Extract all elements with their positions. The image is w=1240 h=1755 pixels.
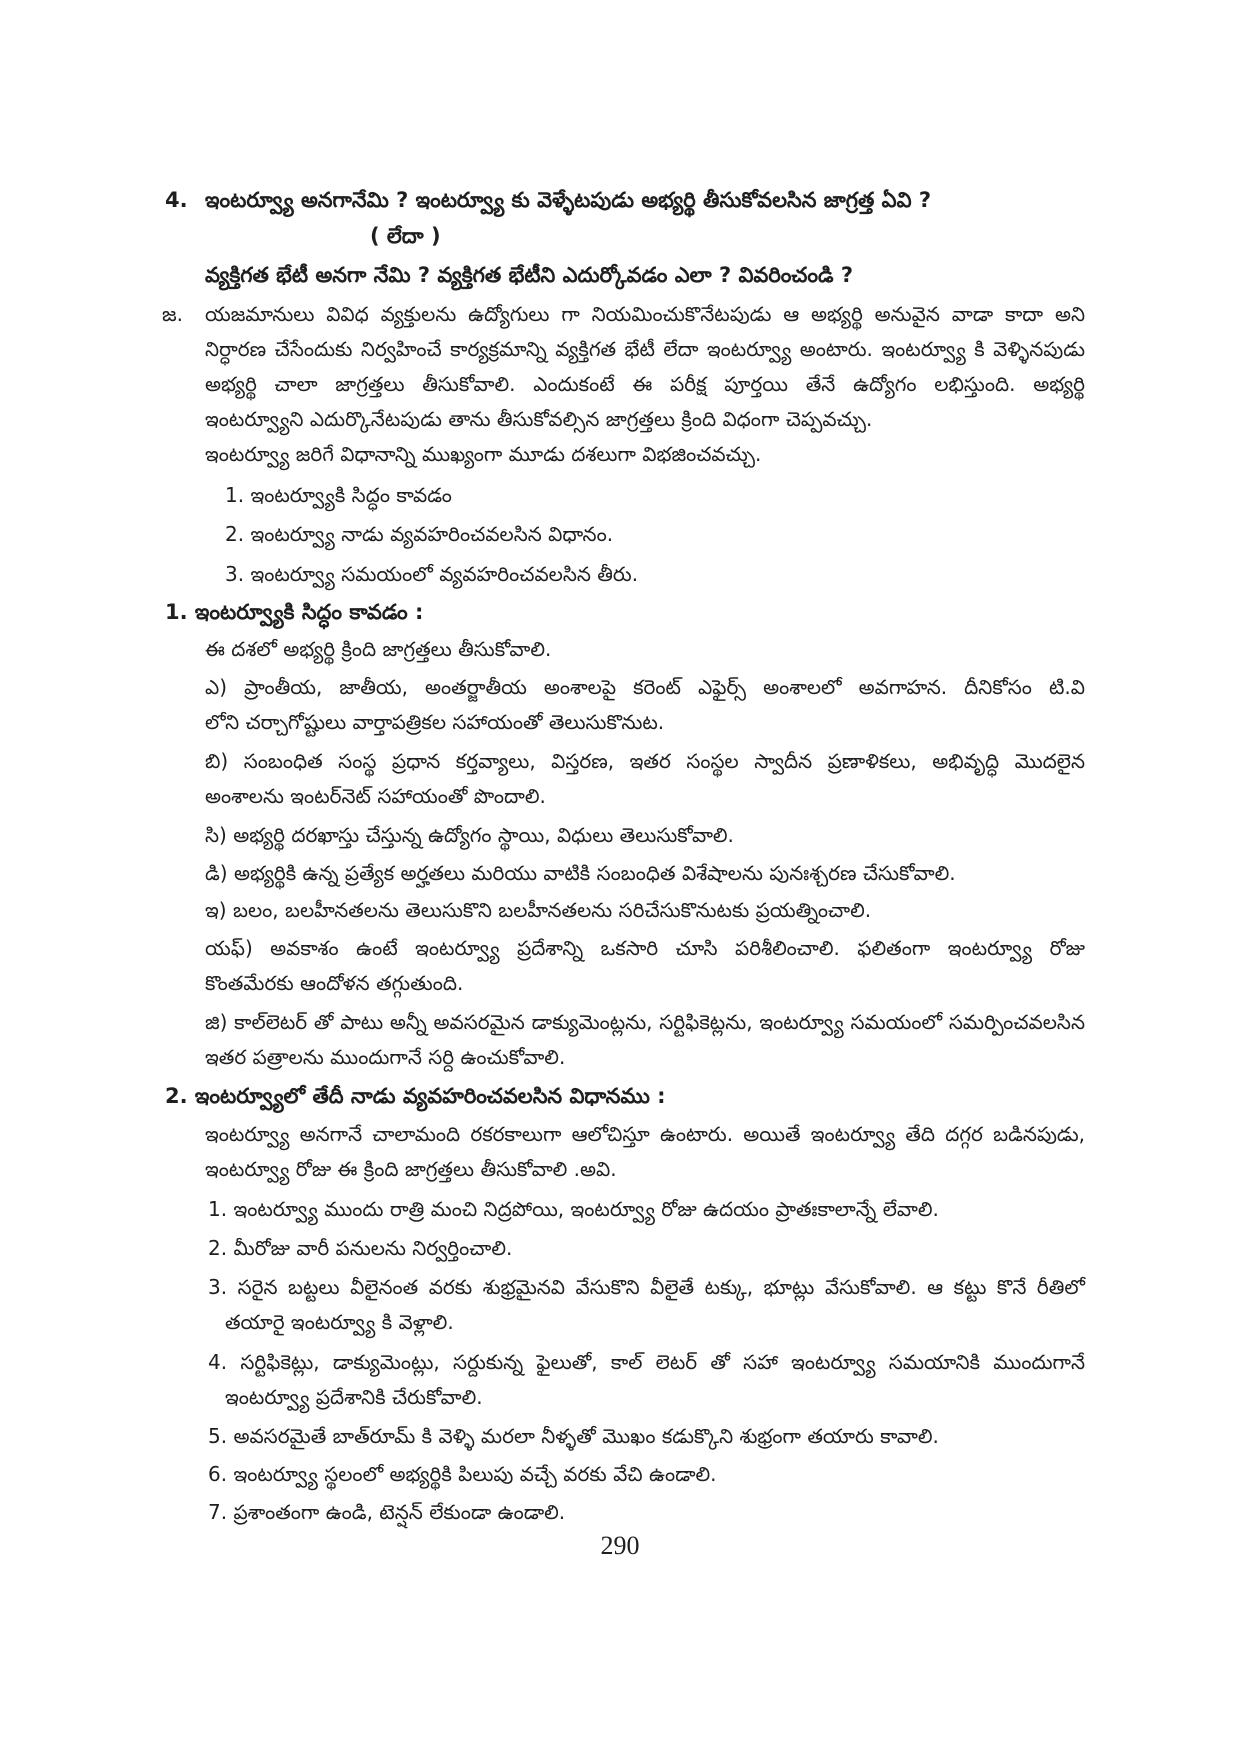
section-1-line: సి) అభ్యర్థి దరఖాస్తు చేస్తున్న ఉద్యోగం స్థాయి, విధులు తెలుసుకోవాలి. xyxy=(205,823,734,847)
section-1-line: జి) కాల్‌లెటర్ తో పాటు అన్నీ అవసరమైన డాక్యుమెంట్లను, సర్టిఫికెట్లను, ఇంటర్వ్యూ సమయంలో సమర్పించవలసిన xyxy=(205,1010,1085,1034)
section-2-item: తయారై ఇంటర్వ్యూ కి వెళ్లాలి. xyxy=(225,1310,454,1334)
section-2-item: 3. సరైన బట్టలు వీలైనంత వరకు శుభ్రమైనవి వేసుకొని వీలైతే టక్కు, భూట్లు వేసుకోవాలి. ఆ కట్టు కొనే రీతిలో xyxy=(208,1275,1085,1299)
section-2-item: 1. ఇంటర్వ్యూ ముందు రాత్రి మంచి నిద్రపోయి, ఇంటర్వ్యూ రోజు ఉదయం ప్రాతఃకాలాన్నే లేవాలి. xyxy=(208,1197,939,1221)
section-1-line: ఎ) ప్రాంతీయ, జాతీయ, అంతర్జాతీయ అంశాలపై కరెంట్ ఎఫైర్స్ అంశాలలో అవగాహన. దీనికోసం టి.వి xyxy=(205,675,1085,699)
section-2-item: 5. అవసరమైతే బాత్‌రూమ్ కి వెళ్ళి మరలా నీళ్ళతో మొఖం కడుక్కొని శుభ్రంగా తయారు కావాలి. xyxy=(208,1424,939,1448)
section-2-heading: 2. ఇంటర్వ్యూలో తేదీ నాడు వ్యవహరించవలసిన విధానము : xyxy=(165,1084,666,1108)
section-1-line: బి) సంబంధిత సంస్థ ప్రధాన కర్తవ్యాలు, విస్తరణ, ఇతర సంస్థల స్వాదీన ప్రణాళికలు, అభివృద్ధి మొదలైన xyxy=(205,749,1085,773)
section-2-item: 4. సర్టిఫికెట్లు, డాక్యుమెంట్లు, సర్దుకున్న ఫైలుతో, కాల్ లెటర్ తో సహా ఇంటర్వ్యూ సమయానికి ముందుగానే xyxy=(208,1350,1085,1374)
section-1-line: యఫ్) అవకాశం ఉంటే ఇంటర్వ్యూ ప్రదేశాన్ని ఒకసారి చూసి పరిశీలించాలి. ఫలితంగా ఇంటర్వ్యూ రోజు xyxy=(205,936,1085,960)
question-number: 4. xyxy=(165,188,188,212)
section-2-item: 6. ఇంటర్వ్యూ స్థలంలో అభ్యర్థికి పిలుపు వచ్చే వరకు వేచి ఉండాలి. xyxy=(208,1462,717,1486)
section-2-item: ఇంటర్వ్యూ ప్రదేశానికి చేరుకోవాలి. xyxy=(225,1385,483,1409)
answer-line: నిర్ధారణ చేసేందుకు నిర్వహించే కార్యక్రమాన్ని వ్యక్తిగత భేటీ లేదా ఇంటర్వ్యూ అంటారు. ఇంటర్వ్యూ కి వెళ్ళినపుడు xyxy=(205,337,1085,361)
section-1-line: లోని చర్చాగోష్టులు వార్తాపత్రికల సహాయంతో తెలుసుకొనుట. xyxy=(205,710,665,734)
section-1-line: ఇ) బలం, బలహీనతలను తెలుసుకొని బలహీనతలను సరిచేసుకొనుటకు ప్రయత్నించాలి. xyxy=(205,898,872,922)
section-2-item: 2. మీరోజు వారీ పనులను నిర్వర్తించాలి. xyxy=(208,1236,513,1260)
section-1-heading: 1. ఇంటర్వ్యూకి సిద్ధం కావడం : xyxy=(165,600,424,624)
answer-line: ఇంటర్వ్యూ జరిగే విధానాన్ని ముఖ్యంగా మూడు దశలుగా విభజించవచ్చు. xyxy=(205,442,762,466)
answer-line: యజమానులు వివిధ వ్యక్తులను ఉద్యోగులు గా నియమించుకొనేటపుడు ఆ అభ్యర్థి అనువైన వాడా కాదా అని xyxy=(205,302,1085,326)
page-number: 290 xyxy=(600,1531,640,1560)
stage-item: 1. ఇంటర్వ్యూకి సిద్ధం కావడం xyxy=(225,483,452,507)
question-line-1: ఇంటర్వ్యూ అనగానేమి ? ఇంటర్వ్యూ కు వెళ్ళేటపుడు అభ్యర్థి తీసుకోవలసిన జాగ్రత్త ఏవి ? xyxy=(205,188,932,212)
question-or: ( లేదా ) xyxy=(370,224,441,248)
stage-item: 3. ఇంటర్వ్యూ సమయంలో వ్యవహరించవలసిన తీరు. xyxy=(225,562,639,586)
section-2-intro: ఇంటర్వ్యూ రోజు ఈ క్రింది జాగ్రత్తలు తీసుకోవాలి .అవి. xyxy=(205,1157,617,1181)
answer-marker: జ. xyxy=(162,302,183,326)
section-2-item: 7. ప్రశాంతంగా ఉండి, టెన్షన్ లేకుండా ఉండాలి. xyxy=(208,1500,566,1524)
answer-line: అభ్యర్థి చాలా జాగ్రత్తలు తీసుకోవాలి. ఎందుకంటే ఈ పరీక్ష పూర్తయి తేనే ఉద్యోగం లభిస్తుంది. అభ్యర్థి xyxy=(205,372,1085,396)
section-1-line: అంశాలను ఇంటర్‌నెట్ సహాయంతో పొందాలి. xyxy=(205,784,546,808)
stage-item: 2. ఇంటర్వ్యూ నాడు వ్యవహరించవలసిన విధానం. xyxy=(225,522,614,546)
section-2-intro: ఇంటర్వ్యూ అనగానే చాలామంది రకరకాలుగా ఆలోచిస్తూ ఉంటారు. అయితే ఇంటర్వ్యూ తేది దగ్గర బడినపుడు, xyxy=(205,1122,1085,1146)
answer-line: ఇంటర్వ్యూని ఎదుర్కొనేటపుడు తాను తీసుకోవల్సిన జాగ్రత్తలు క్రింది విధంగా చెప్పవచ్చు. xyxy=(205,407,873,431)
section-1-intro: ఈ దశలో అభ్యర్థి క్రింది జాగ్రత్తలు తీసుకోవాలి. xyxy=(205,637,552,661)
section-1-line: డి) అభ్యర్థికి ఉన్న ప్రత్యేక అర్హతలు మరియు వాటికి సంబంధిత విశేషాలను పునఃశ్చరణ చేసుకోవాలి. xyxy=(205,861,956,885)
section-1-line: ఇతర పత్రాలను ముందుగానే సర్ది ఉంచుకోవాలి. xyxy=(205,1045,566,1069)
question-line-2: వ్యక్తిగత భేటీ అనగా నేమి ? వ్యక్తిగత భేటీని ఎదుర్కోవడం ఎలా ? వివరించండి ? xyxy=(205,263,854,287)
section-1-line: కొంతమేరకు ఆందోళన తగ్గుతుంది. xyxy=(205,971,464,995)
